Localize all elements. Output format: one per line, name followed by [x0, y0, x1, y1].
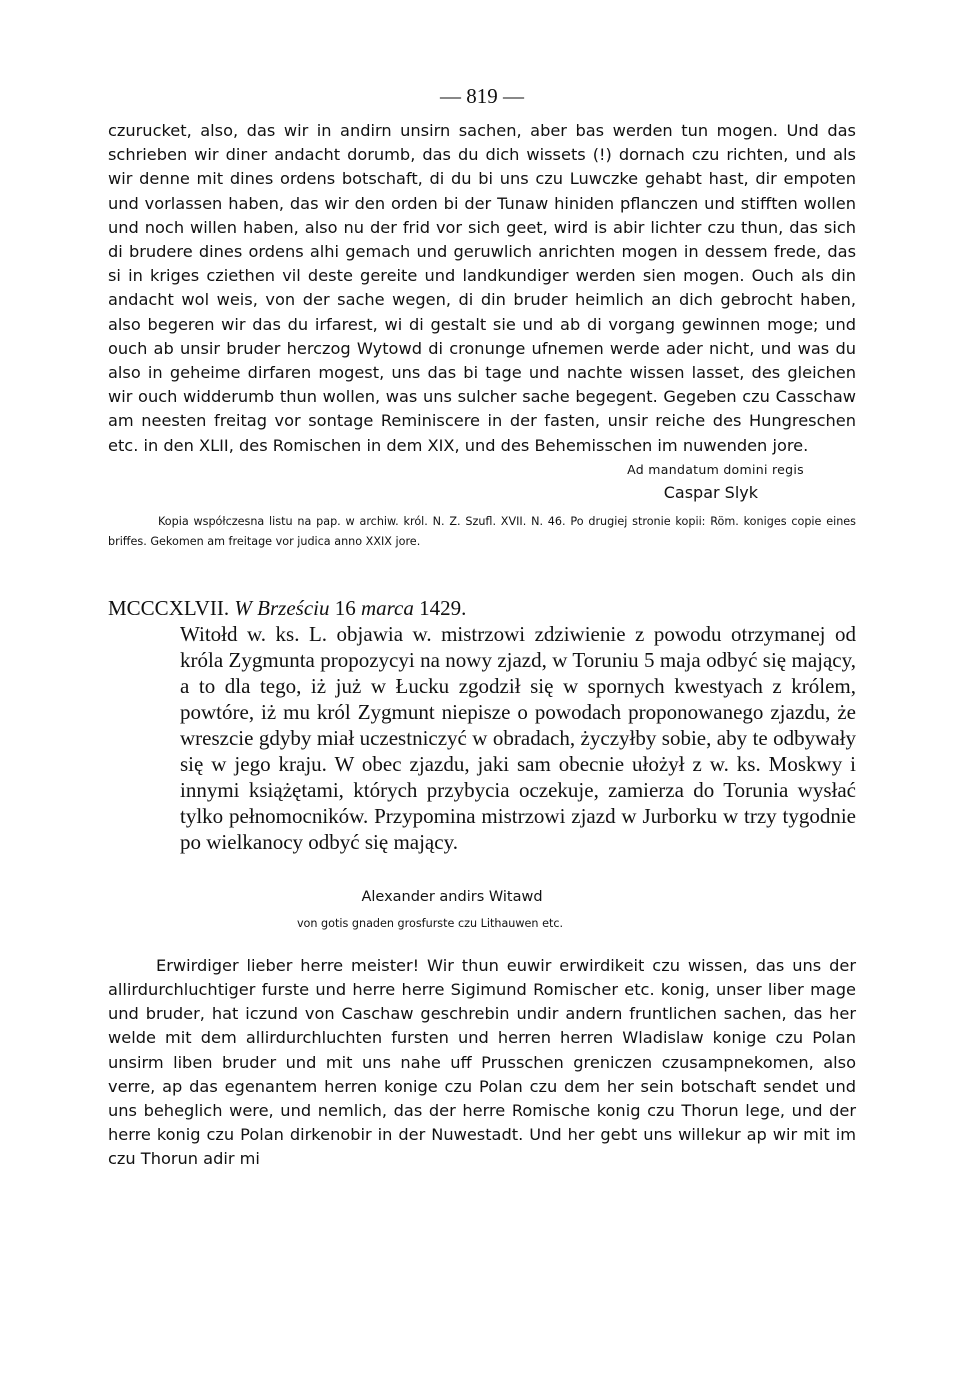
- document-year: 1429.: [419, 595, 467, 620]
- document-month: marca: [361, 595, 414, 620]
- sender-name: Alexander andirs Witawd: [361, 888, 543, 905]
- page: [108, 84, 856, 1172]
- page-number: — 819 —: [440, 84, 524, 108]
- letter-body: [108, 954, 856, 1172]
- sender-block: [108, 889, 856, 930]
- document-number: MCCCXLVII.: [108, 595, 230, 620]
- continuation-paragraph: czurucket, also, das wir in andirn unsirn sachen, aber bas werden tun mogen. Und das schrieben wir diner andacht dorumb, das du dich wissets (!) dornach czu richten, und als wir denne mit dines ordens botschaft, di du bi uns czu Luwczke gehabt hast, dir empoten und vorlassen haben, das wir den orden bi der Tunaw hiniden pflanczen und stifften wollen und noch willen haben, also nu der frid vor sich geet, wird is abir lichter czu thun, das sich di brudere dines ordens alhi gemach und geruwlich anrichten mogen in dessem frede, das si in kriges cziethen vil deste gereite und landkundiger werden sien mogen. Ouch als din andacht wol weis, von der sache wegen, di din bruder heimlich an dich gebrocht haben, also begeren wir das du irfarest, wi di gestalt sie und ab di vorgang gewinnen moge; und ouch ab unsir bruder herczog Wytowd di cronunge ufnemen werde ader nicht, und was du also in geheime dirfaren mogest, uns das bi tage und nachte wissen lasset, des gleichen wir ouch widderumb thun wollen, was uns sulcher sache begegent. Gegeben czu Casschaw am neesten freitag vor sontage Reminiscere in der fasten, unsir reiche des Hungreschen etc. in den XLII, des Romischen in dem XIX, und des Behemisschen im nuwenden jore.: [108, 121, 856, 455]
- letter-paragraph: Erwirdiger lieber herre meister! Wir thun euwir erwirdikeit czu wissen, das uns der allirdurchluchtiger furste und herre herre Sigimund Romischer etc. konig, unser liber mage und bruder, hat iczund von Caschaw geschrebin undir andern fruntlichen sachen, das her welde mit dem allirdurchluchten fursten und herren herren Wladislaw konige czu Polan unsirm liben bruder und mit uns nahe uff Prusschen greniczen czusampnekomen, also verre, ap das egenantem herren konige czu Polan czu dem her sein botschaft sendet und uns beheglich were, und nemlich, das der herre Romische konig czu Thorun lege, und der herre konig czu Polan dirkenobir in der Nuwestadt. Und her gebt uns willekur ap wir mit im czu Thorun adir mi: [108, 955, 856, 1169]
- document-place: W Brześciu: [234, 595, 330, 620]
- source-note: Kopia współczesna listu na pap. w archiw. król. N. Z. Szufl. XVII. N. 46. Po drugiej stronie kopii: Röm. koniges copie eines briffes. Gekomen am freitage vor judica anno XXIX jore.: [108, 514, 856, 548]
- sender-title: von gotis gnaden grosfurste czu Lithauwen etc.: [296, 916, 564, 930]
- document-heading: [108, 596, 856, 621]
- signature-name: Caspar Slyk: [663, 482, 758, 502]
- document-day: 16: [334, 595, 356, 620]
- signature-formula: Ad mandatum domini regis: [627, 461, 804, 477]
- regest-summary: Witołd w. ks. L. objawia w. mistrzowi zdziwienie z powodu otrzymanej od króla Zygmunta propozycyi na nowy zjazd, w Toruniu 5 maja odbyć się mający, a to dla tego, iż już w Łucku zgodził się w spornych kwestyach z królem, powtóre, iż mu król Zygmunt niepisze o powodach proponowanego zjazdu, że wreszcie gdyby miał uczestniczyć w obradach, życzyłby sobie, aby te odbywały się w jego kraju. W obec zjazdu, jaki sam obecnie ułożył z w. ks. Moskwy i innymi książętami, których przybycia oczekuje, zamierza do Torunia wysłać tylko pełnomocników. Przypomina mistrzowi zjazd w Jurborku w trzy tygodnie po wielkanocy odbyć się mający.: [180, 621, 856, 854]
